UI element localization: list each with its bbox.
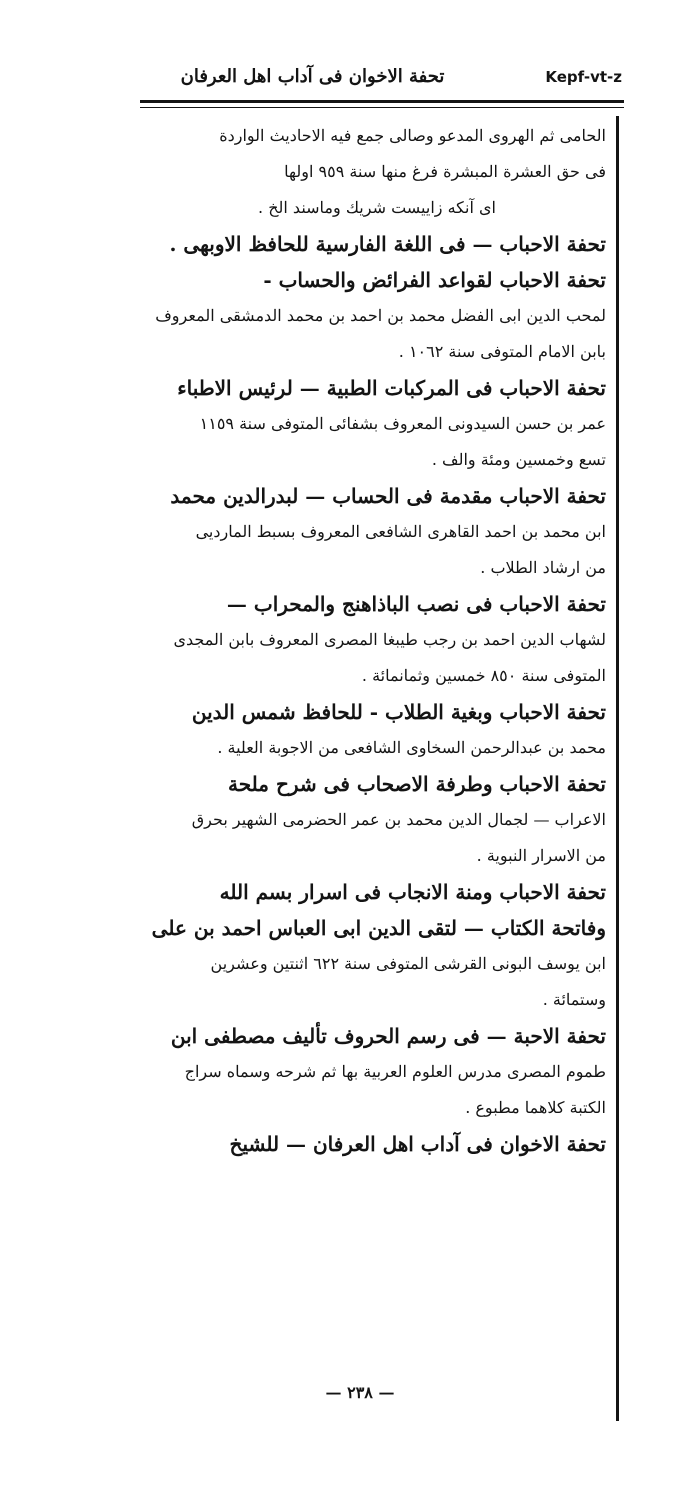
page-number: — ٢٣٨ —: [325, 1383, 395, 1402]
entry-title-line: تحفة الاحباب ومنة الانجاب فى اسرار بسم الله: [219, 880, 606, 904]
entry-text-line: ابن محمد بن احمد القاهرى الشافعى المعروف بسبط المارديى: [195, 522, 606, 541]
entry-list: [148, 118, 606, 1162]
entry-title-line: تحفة الاحباب فى نصب الباذاهنج والمحراب —: [226, 592, 606, 616]
entry-text-line: بابن الامام المتوفى سنة ١٠٦٢ .: [398, 342, 606, 361]
entry-text-line: الحامى ثم الهروى المدعو وصالى جمع فيه الاحاديث الواردة: [219, 126, 606, 145]
entry-text-line: المتوفى سنة ٨٥٠ خمسين وثمانمائة .: [361, 666, 606, 685]
entry-title-line: تحفة الاحباب وطرفة الاصحاب فى شرح ملحة: [228, 772, 606, 796]
margin-rule: [616, 116, 619, 1421]
entry-text-line: اى آنكه زاييست شريك وماسند الخ .: [258, 198, 496, 217]
entry-title-line: تحفة الاحبة — فى رسم الحروف تأليف مصطفى ابن: [170, 1024, 606, 1048]
entry-text-line: الكتبة كلاهما مطبوع .: [465, 1098, 606, 1117]
entry-text-line: محمد بن عبدالرحمن السخاوى الشافعى من الاجوبة العلية .: [217, 738, 606, 757]
entry-text-line: من الاسرار النبوية .: [476, 846, 606, 865]
entry-text-line: الاعراب — لجمال الدين محمد بن عمر الحضرمى الشهير بحرق: [191, 810, 606, 829]
header-title: تحفة الاخوان فى آداب اهل العرفان: [180, 66, 445, 87]
entry-title-line: تحفة الاحباب فى المركبات الطبية — لرئيس الاطباء: [177, 376, 606, 400]
entry-title-line: تحفة الاحباب مقدمة فى الحساب — لبدرالدين محمد: [170, 484, 606, 508]
entry-text-line: طموم المصرى مدرس العلوم العربية بها ثم شرحه وسماه سراج: [184, 1062, 606, 1081]
entry-title-line: تحفة الاحباب وبغية الطلاب - للحافظ شمس الدين: [191, 700, 606, 724]
entry-text-line: لشهاب الدين احمد بن رجب طيبغا المصرى المعروف بابن المجدى: [173, 630, 606, 649]
running-header: [140, 62, 622, 92]
entry-title-line: وفاتحة الكتاب — لتقى الدين ابى العباس احمد بن على: [151, 916, 606, 940]
entry-title-line: تحفة الاحباب — فى اللغة الفارسية للحافظ الاوبهى .: [169, 232, 606, 256]
entry-text-line: وستمائة .: [542, 990, 606, 1009]
entry-title-line: تحفة الاخوان فى آداب اهل العرفان — للشيخ: [229, 1132, 606, 1156]
entry-text-line: عمر بن حسن السيدونى المعروف بشفائى المتوفى سنة ١١٥٩: [199, 414, 606, 433]
header-rule-thick: [140, 100, 624, 103]
entry-text-line: فى حق العشرة المبشرة فرغ منها سنة ٩٥٩ اولها: [284, 162, 606, 181]
entry-text-line: تسع وخمسين ومئة والف .: [431, 450, 606, 469]
entry-text-line: من ارشاد الطلاب .: [480, 558, 606, 577]
header-rule-thin: [140, 107, 624, 108]
entry-text-line: لمحب الدين ابى الفضل محمد بن احمد بن محمد الدمشقى المعروف: [155, 306, 606, 325]
header-code: Kepf-vt-z: [545, 68, 622, 86]
entry-title-line: تحفة الاحباب لقواعد الفرائض والحساب -: [263, 268, 606, 292]
entry-text-line: ابن يوسف البونى القرشى المتوفى سنة ٦٢٢ اثنتين وعشرين: [210, 954, 606, 973]
